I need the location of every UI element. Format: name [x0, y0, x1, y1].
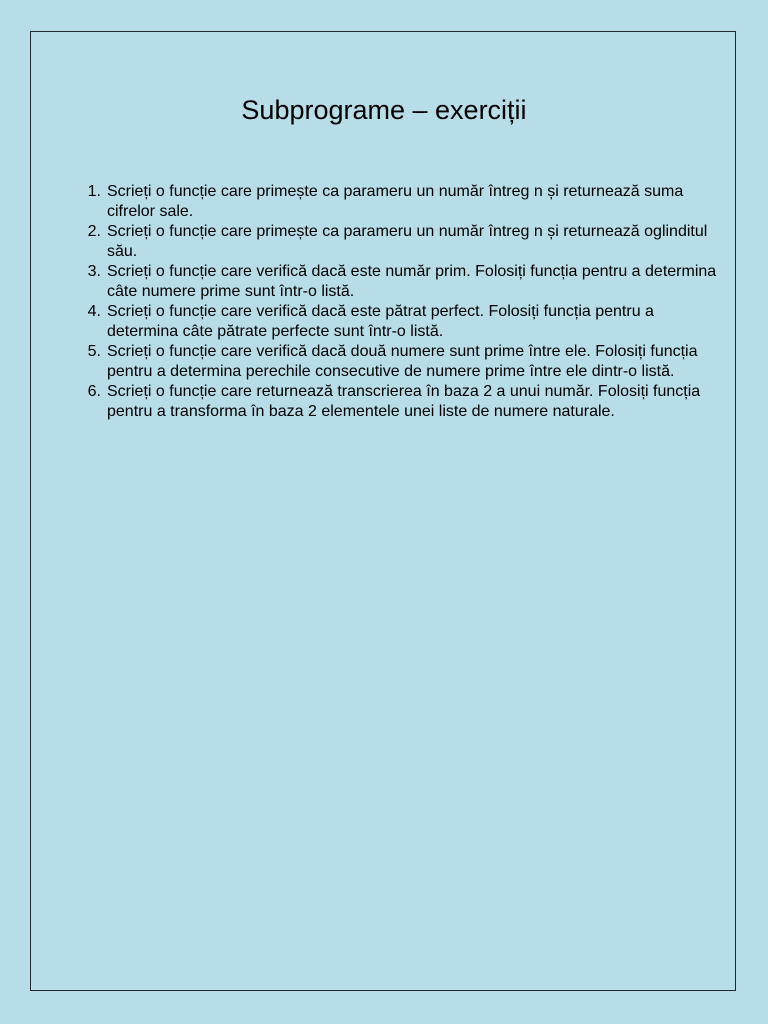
exercise-item	[77, 182, 717, 222]
exercise-item	[77, 342, 717, 382]
exercise-item	[77, 302, 717, 342]
page-title: Subprograme – exerciții	[241, 95, 527, 125]
exercise-item	[77, 262, 717, 302]
exercise-number: 2.	[87, 223, 101, 240]
exercise-text: Scrieți o funcție care primește ca parameru un număr întreg n și returnează suma cifrelor sale.	[107, 183, 684, 220]
exercise-number: 3.	[87, 263, 101, 280]
exercise-number: 6.	[87, 383, 101, 400]
exercise-number: 5.	[87, 343, 101, 360]
exercise-list	[77, 182, 717, 422]
page-frame	[30, 31, 736, 991]
exercise-item	[77, 222, 717, 262]
exercise-item	[77, 382, 717, 422]
exercise-text: Scrieți o funcție care returnează transcrierea în baza 2 a unui număr. Folosiți funcția pentru a transforma în baza 2 elementele unei liste de numere naturale.	[107, 383, 701, 420]
exercise-text: Scrieți o funcție care verifică dacă este număr prim. Folosiți funcția pentru a determina câte numere prime sunt într-o listă.	[107, 263, 717, 300]
exercise-text: Scrieți o funcție care verifică dacă două numere sunt prime între ele. Folosiți funcția pentru a determina perechile consecutive de numere prime între ele dintr-o listă.	[107, 343, 698, 380]
exercise-text: Scrieți o funcție care primește ca parameru un număr întreg n și returnează oglinditul său.	[107, 223, 708, 260]
exercise-number: 4.	[87, 303, 101, 320]
exercise-text: Scrieți o funcție care verifică dacă este pătrat perfect. Folosiți funcția pentru a determina câte pătrate perfecte sunt într-o listă.	[107, 303, 654, 340]
exercise-number: 1.	[87, 183, 101, 200]
